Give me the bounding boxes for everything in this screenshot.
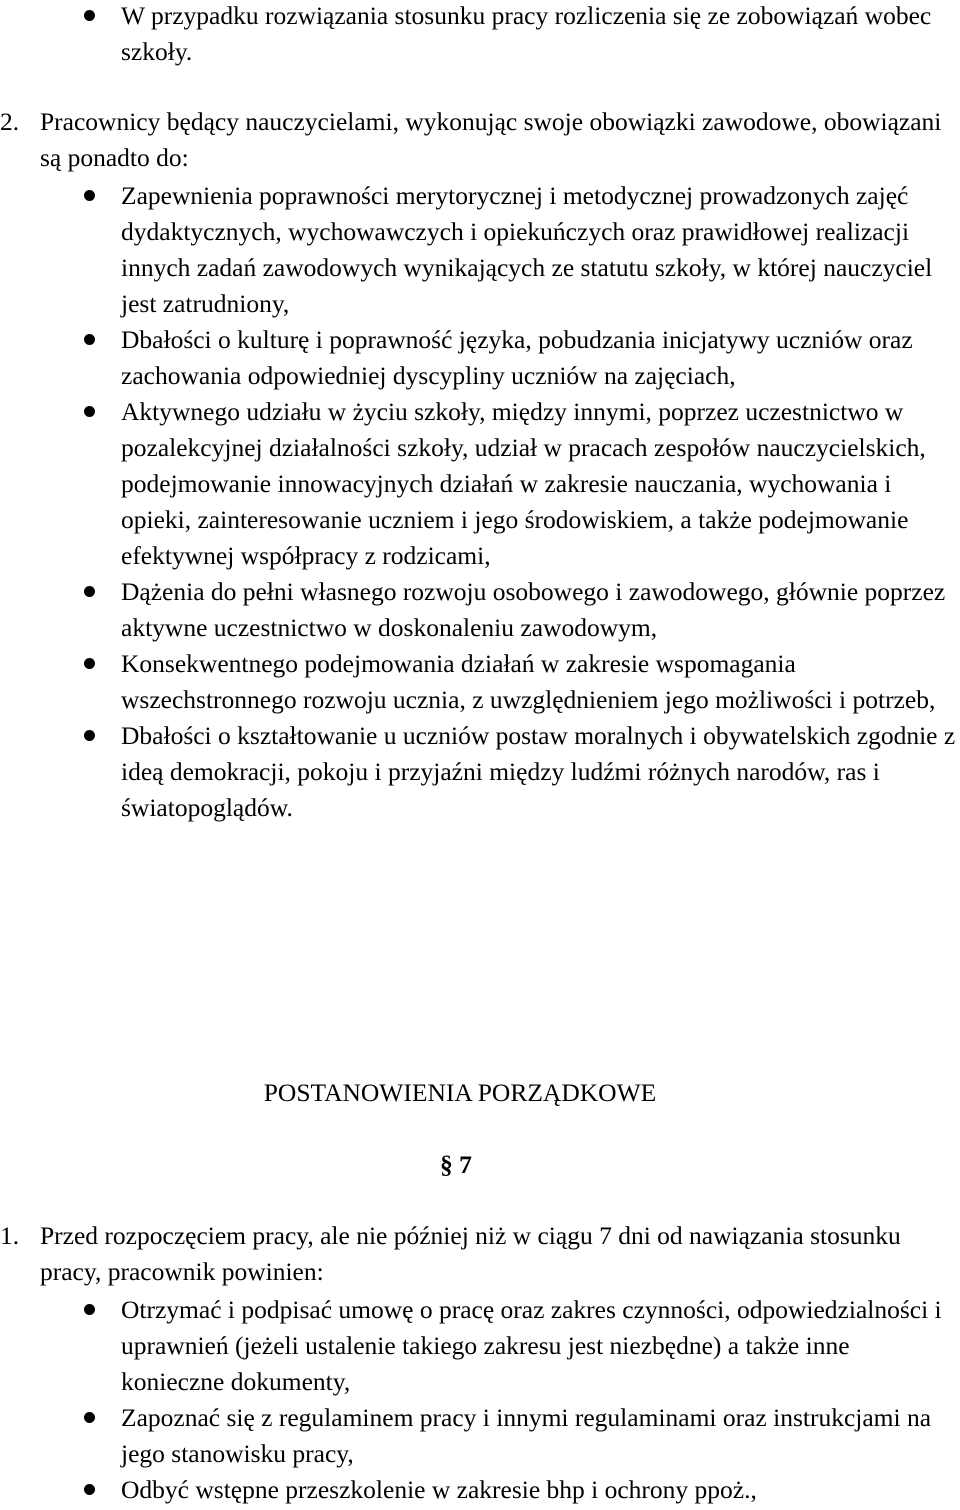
bullet-icon <box>84 730 95 741</box>
paragraph-text: Pracownicy będący nauczycielami, wykonując swoje obowiązki zawodowe, obowiązani są ponadto do: <box>40 107 942 172</box>
bullet-icon <box>84 406 95 417</box>
list-item <box>121 1400 957 1472</box>
paragraph-number: 1. <box>0 1221 20 1250</box>
list-item <box>121 0 957 70</box>
list-item-text: Dbałości o kulturę i poprawność języka, pobudzania inicjatywy uczniów oraz zachowania odpowiedniej dyscypliny uczniów na zajęciach, <box>121 325 913 390</box>
onboarding-list <box>121 1292 957 1508</box>
section-number: 7 <box>459 1150 472 1179</box>
bullet-icon <box>84 1484 95 1495</box>
section-paragraph-mark: § 7 <box>440 1150 472 1179</box>
obligations-list <box>121 178 957 826</box>
list-item-text: Zapoznać się z regulaminem pracy i innymi regulaminami oraz instrukcjami na jego stanowisku pracy, <box>121 1403 932 1468</box>
paragraph-number: 2. <box>0 107 20 136</box>
section-heading: POSTANOWIENIA PORZĄDKOWE <box>263 1078 657 1107</box>
bullet-icon <box>84 190 95 201</box>
list-item <box>121 646 957 718</box>
bullet-icon <box>84 334 95 345</box>
numbered-paragraph-1 <box>0 1218 958 1290</box>
list-item-text: Zapewnienia poprawności merytorycznej i metodycznej prowadzonych zajęć dydaktycznych, wychowawczych i opiekuńczych oraz prawidłowej realizacji innych zadań zawodowych wynikających ze statutu szkoły, w której nauczyciel jest zatrudniony, <box>121 181 933 318</box>
list-item <box>121 1472 957 1508</box>
bullet-icon <box>84 1412 95 1423</box>
bullet-icon <box>84 1304 95 1315</box>
list-item <box>121 1292 957 1400</box>
top-bullet-list <box>121 0 957 70</box>
list-item <box>121 178 957 322</box>
list-item-text: Dbałości o kształtowanie u uczniów postaw moralnych i obywatelskich zgodnie z ideą demokracji, pokoju i przyjaźni między ludźmi różnych narodów, ras i światopoglądów. <box>121 721 956 822</box>
list-item-text: Dążenia do pełni własnego rozwoju osobowego i zawodowego, głównie poprzez aktywne uczestnictwo w doskonaleniu zawodowym, <box>121 577 946 642</box>
numbered-paragraph-2 <box>0 104 958 176</box>
bullet-icon <box>84 586 95 597</box>
list-item <box>121 574 957 646</box>
list-item <box>121 718 957 826</box>
list-item-text: Aktywnego udziału w życiu szkoły, między innymi, poprzez uczestnictwo w pozalekcyjnej działalności szkoły, udział w pracach zespołów nauczycielskich, podejmowanie innowacyjnych działań w zakresie nauczania, wychowania i opieki, zainteresowanie uczniem i jego środowiskiem, a także podejmowanie efektywnej współpracy z rodzicami, <box>121 397 926 570</box>
list-item <box>121 322 957 394</box>
list-item <box>121 394 957 574</box>
bullet-icon <box>84 658 95 669</box>
list-item-text: Konsekwentnego podejmowania działań w zakresie wspomagania wszechstronnego rozwoju ucznia, z uwzględnieniem jego możliwości i potrzeb, <box>121 649 936 714</box>
bullet-icon <box>84 10 95 21</box>
list-item-text: Odbyć wstępne przeszkolenie w zakresie bhp i ochrony ppoż., <box>121 1475 757 1504</box>
list-item-text: W przypadku rozwiązania stosunku pracy rozliczenia się ze zobowiązań wobec szkoły. <box>121 1 932 66</box>
list-item-text: Otrzymać i podpisać umowę o pracę oraz zakres czynności, odpowiedzialności i uprawnień (jeżeli ustalenie takiego zakresu jest niezbędne) a także inne konieczne dokumenty, <box>121 1295 942 1396</box>
paragraph-text: Przed rozpoczęciem pracy, ale nie później niż w ciągu 7 dni od nawiązania stosunku pracy, pracownik powinien: <box>40 1221 901 1286</box>
